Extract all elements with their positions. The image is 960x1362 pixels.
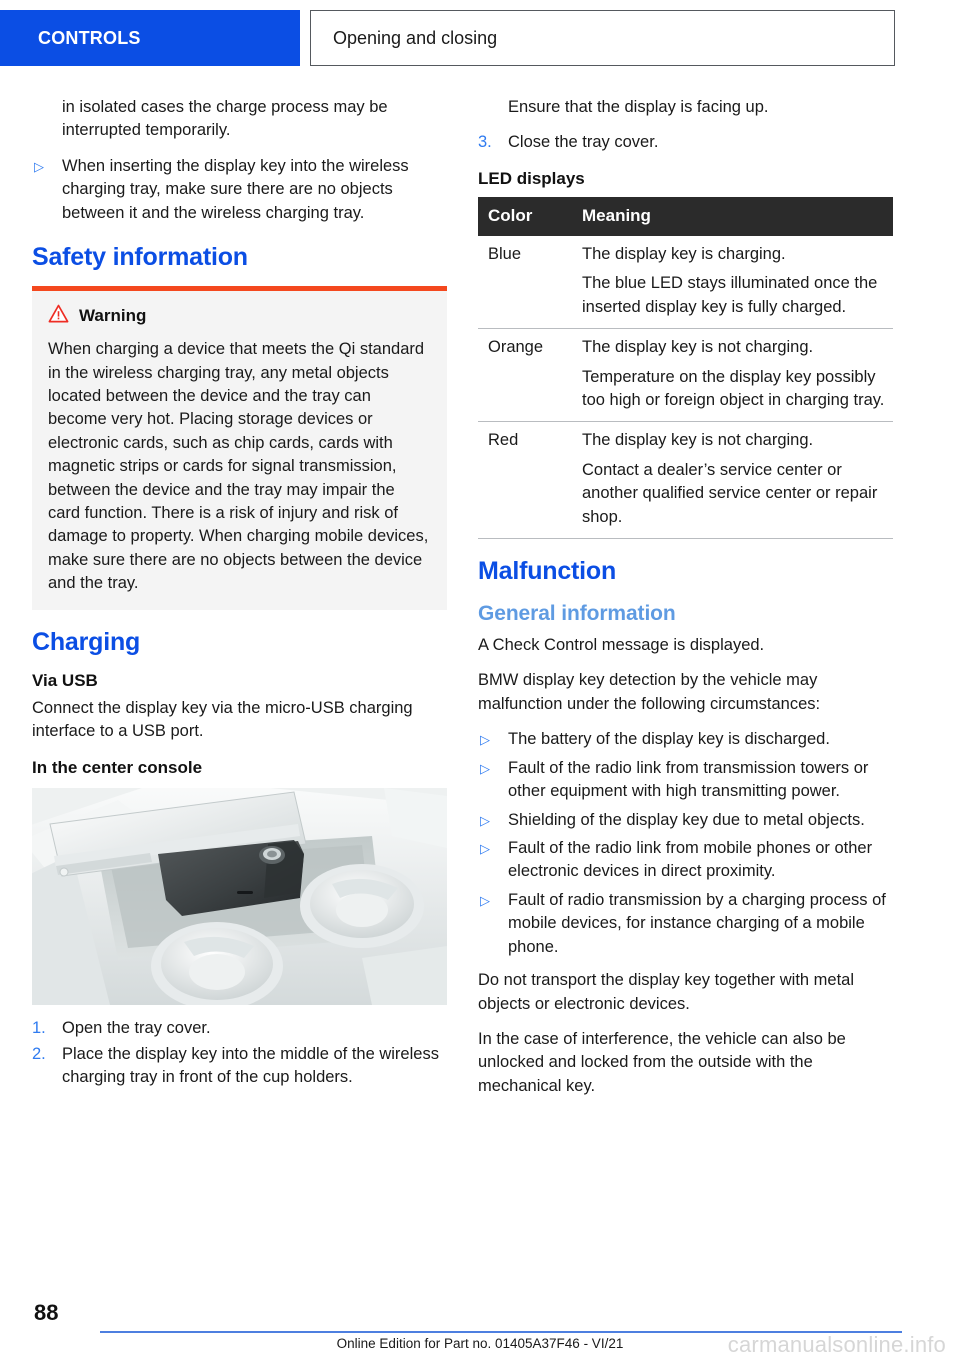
center-console-heading: In the center console: [32, 757, 203, 777]
malfunction-bullet-list: [478, 728, 893, 959]
list-item-text: The battery of the display key is discharged.: [508, 730, 830, 749]
general-info-paragraph-1: A Check Control message is displayed.: [478, 636, 765, 655]
warning-triangle-icon: [48, 304, 69, 328]
arrow-bullet-icon: ▷: [34, 158, 44, 174]
charging-heading: Charging: [32, 627, 141, 656]
general-info-paragraph-3: Do not transport the display key together with metal objects or electronic devices.: [478, 971, 855, 1013]
cell-meaning: [574, 236, 893, 329]
step-text: Open the tray cover.: [62, 1018, 211, 1037]
right-column: [478, 96, 893, 1110]
continued-paragraph: in isolated cases the charge process may be interrupted temporarily.: [62, 98, 388, 140]
cell-color: Blue: [478, 236, 574, 329]
general-information-heading: General information: [478, 602, 676, 626]
left-bullet-list: [32, 155, 447, 225]
warning-title: Warning: [79, 306, 147, 326]
center-console-figure: [32, 788, 447, 1005]
list-item-text: Fault of the radio link from mobile phones or other electronic devices in direct proximity.: [508, 839, 873, 881]
step-text: Place the display key into the middle of the wireless charging tray in front of the cup holders.: [62, 1045, 439, 1087]
cell-meaning-line: Temperature on the display key possibly too high or foreign object in charging tray.: [582, 367, 885, 409]
page-header: [0, 10, 960, 66]
table-row: [478, 329, 893, 422]
list-item: [478, 728, 893, 751]
arrow-bullet-icon: ▷: [480, 892, 490, 908]
step-number: 2.: [32, 1045, 46, 1064]
general-info-paragraph-4: In the case of interference, the vehicle can also be unlocked and locked from the outside with the mechanical key.: [478, 1029, 846, 1095]
cell-meaning-line: The blue LED stays illuminated once the inserted display key is fully charged.: [582, 274, 878, 316]
page-footer: [0, 1270, 960, 1362]
step-number: 3.: [478, 133, 492, 152]
page-number: 88: [34, 1300, 59, 1325]
list-item-text: When inserting the display key into the wireless charging tray, make sure there are no objects between it and the wireless charging tray.: [62, 156, 409, 222]
column-header-meaning: Meaning: [574, 197, 893, 236]
column-header-color: Color: [478, 197, 574, 236]
cell-meaning-line: The display key is not charging.: [582, 431, 814, 450]
arrow-bullet-icon: ▷: [480, 732, 490, 748]
arrow-bullet-icon: ▷: [480, 812, 490, 828]
malfunction-heading: Malfunction: [478, 557, 617, 586]
charging-steps-list-continued: [478, 131, 893, 154]
list-item: [32, 1043, 447, 1090]
list-item: [478, 131, 893, 154]
warning-header: [48, 304, 431, 328]
footer-edition-note: Online Edition for Part no. 01405A37F46 - VI/21: [336, 1336, 624, 1351]
cell-meaning: [574, 422, 893, 539]
list-item-text: Shielding of the display key due to metal objects.: [508, 810, 865, 829]
table-row: [478, 236, 893, 329]
cell-meaning: [574, 329, 893, 422]
chapter-badge: [0, 10, 300, 66]
led-displays-table: [478, 197, 893, 539]
step-text: Close the tray cover.: [508, 133, 659, 152]
chapter-label: CONTROLS: [38, 27, 141, 48]
site-watermark: carmanualsonline.info: [727, 1332, 946, 1357]
list-item: [478, 757, 893, 804]
list-item: [478, 837, 893, 884]
arrow-bullet-icon: ▷: [480, 760, 490, 776]
cell-meaning-line: Contact a dealer’s service center or another qualified service center or repair shop.: [582, 460, 878, 526]
cell-meaning-line: The display key is not charging.: [582, 338, 814, 357]
cell-color: Orange: [478, 329, 574, 422]
section-label: Opening and closing: [333, 27, 498, 48]
list-item-text: Fault of radio transmission by a charging process of mobile devices, for instance charging of a mobile phone.: [508, 890, 886, 956]
list-item: [32, 155, 447, 225]
safety-information-heading: Safety information: [32, 243, 248, 272]
cell-meaning-line: The display key is charging.: [582, 244, 786, 263]
charging-steps-list: [32, 1017, 447, 1090]
table-row: [478, 422, 893, 539]
warning-text: When charging a device that meets the Qi standard in the wireless charging tray, any metal objects located between the device and the tray can become very hot. Placing storage devices or electronic cards, such as chip cards, cards with magnetic strips or cards for signal transmission, between the device and the tray may impair the card function. There is a risk of injury and risk of damage to property. When charging mobile devices, make sure there are no objects between the device and the tray.: [48, 340, 429, 593]
step2-continued-text: Ensure that the display is facing up.: [508, 98, 769, 116]
via-usb-text: Connect the display key via the micro-USB charging interface to a USB port.: [32, 698, 413, 741]
via-usb-heading: Via USB: [32, 670, 98, 690]
section-breadcrumb: [310, 10, 895, 66]
warning-box: [32, 286, 447, 610]
list-item: [478, 809, 893, 832]
led-displays-heading: LED displays: [478, 168, 585, 188]
step-number: 1.: [32, 1018, 46, 1037]
list-item: [32, 1017, 447, 1040]
left-column: [32, 96, 447, 1100]
table-header-row: [478, 197, 893, 236]
list-item: [478, 889, 893, 959]
list-item-text: Fault of the radio link from transmission towers or other equipment with high transmitting power.: [508, 758, 869, 801]
arrow-bullet-icon: ▷: [480, 841, 490, 857]
cell-color: Red: [478, 422, 574, 539]
general-info-paragraph-2: BMW display key detection by the vehicle may malfunction under the following circumstances:: [478, 671, 821, 713]
